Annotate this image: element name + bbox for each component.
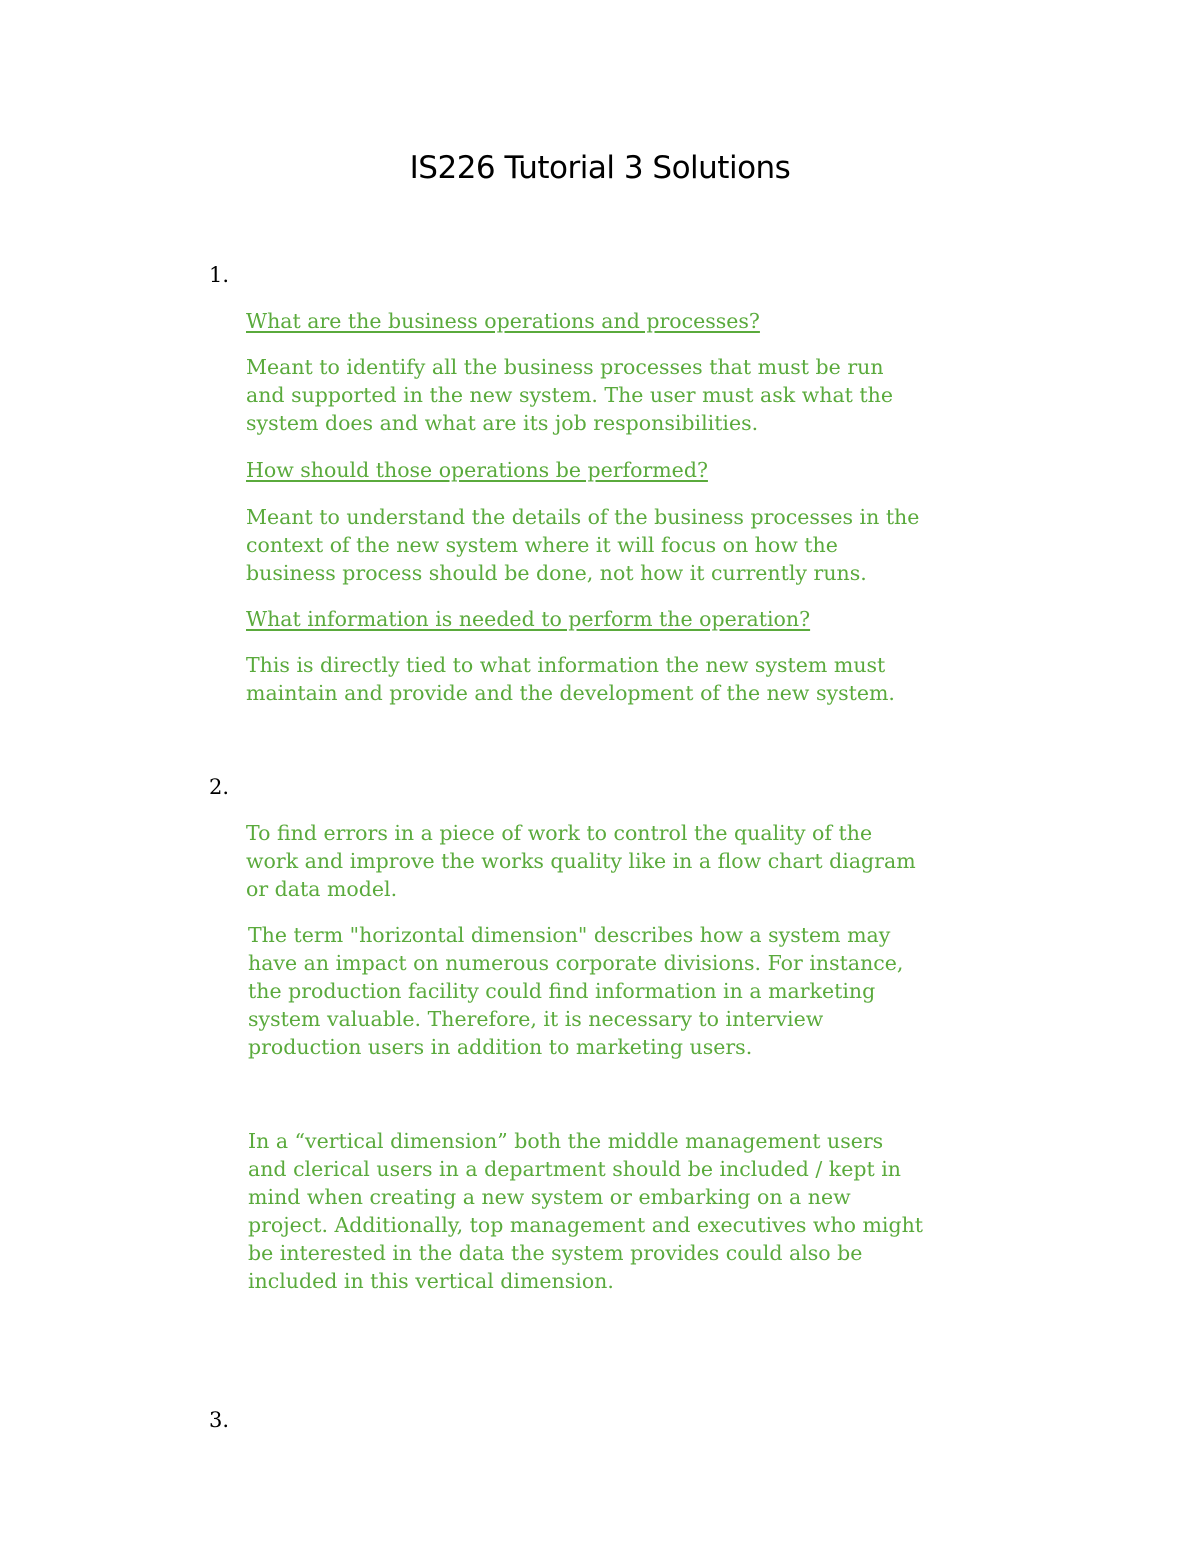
question-text: How should those operations be performed? <box>246 458 708 482</box>
answer-paragraph: The term "horizontal dimension" describes how a system may have an impact on numerous corporate divisions. For instance, the production facility could find information in a marketing system valuable. Therefore, it is necessary to interview production users in addition to marketing users. <box>248 923 904 1059</box>
page-title: IS226 Tutorial 3 Solutions <box>409 150 791 186</box>
answer-paragraph: Meant to identify all the business processes that must be run and supported in the new system. The user must ask what the system does and what are its job responsibilities. <box>246 355 894 435</box>
section-number: 2. <box>209 775 230 799</box>
answer-paragraph: This is directly tied to what information the new system must maintain and provide and the development of the new system. <box>246 653 895 705</box>
section-number: 3. <box>209 1408 230 1432</box>
question-text: What information is needed to perform the operation? <box>246 607 811 631</box>
answer-paragraph: In a “vertical dimension” both the middle management users and clerical users in a department should be included / kept in mind when creating a new system or embarking on a new project. Additionally, top management and executives who might be interested in the data the system provides could also be included in this vertical dimension. <box>248 1129 924 1293</box>
answer-paragraph: Meant to understand the details of the business processes in the context of the new system where it will focus on how the business process should be done, not how it currently runs. <box>246 505 920 585</box>
section-number: 1. <box>209 263 230 287</box>
answer-paragraph: To find errors in a piece of work to control the quality of the work and improve the works quality like in a flow chart diagram or data model. <box>246 821 916 901</box>
question-text: What are the business operations and processes? <box>246 309 760 333</box>
